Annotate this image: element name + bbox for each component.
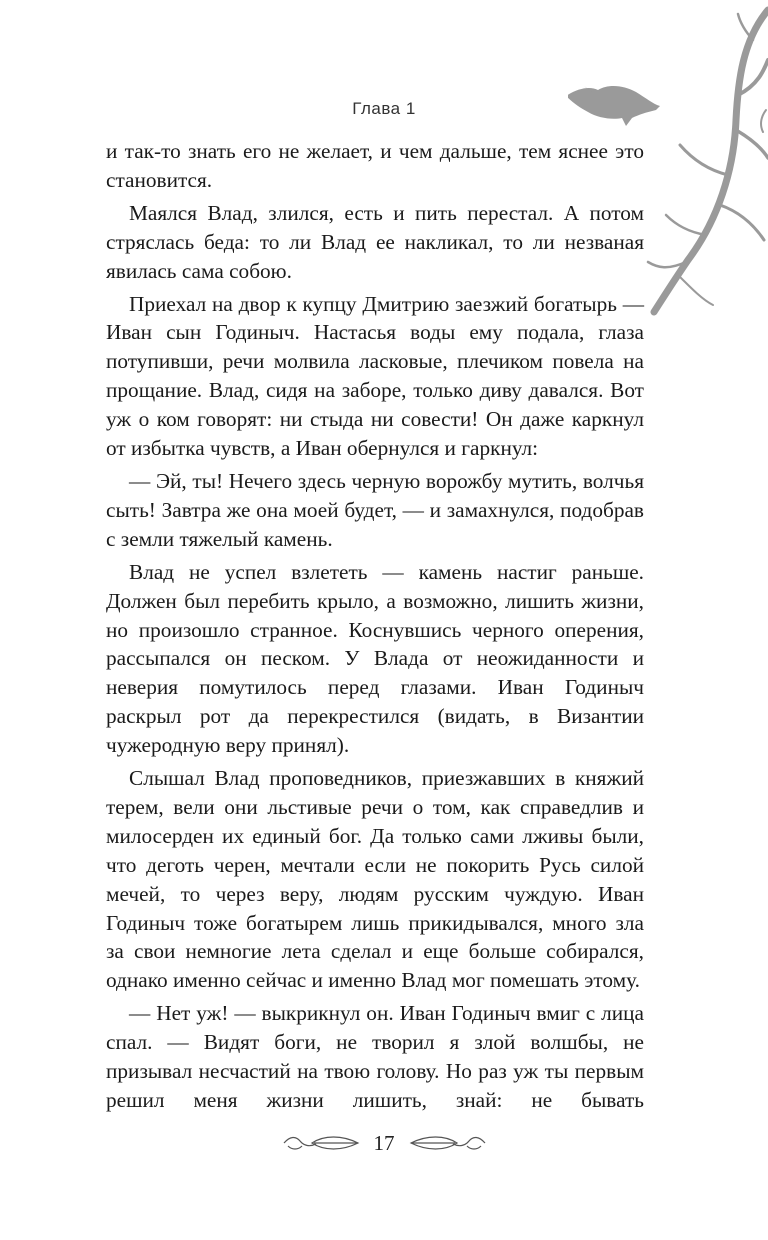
paragraph: и так-то знать его не желает, и чем дальше, тем яснее это становится. — [106, 139, 644, 192]
page-number: 17 — [373, 1130, 395, 1155]
paragraph: — Эй, ты! Нечего здесь черную ворожбу мутить, волчья сыть! Завтра же она моей будет, — и замахнулся, подобрав с земли тяжелый камень. — [106, 468, 644, 551]
feather-ornament-right-icon — [409, 1132, 487, 1154]
page-footer — [0, 1128, 768, 1158]
body-text — [106, 137, 644, 1119]
paragraph: Приехал на двор к купцу Дмитрию заезжий богатырь — Иван сын Годиныч. Настасья воды ему подала, глаза потупивши, речи молвила ласковые, плечиком повела на прощание. Влад, сидя на заборе, только диву давался. Вот уж о ком говорят: ни стыда ни совести! Он даже каркнул от избытка чувств, а Иван обернулся и гаркнул: — [106, 291, 644, 461]
chapter-header: Глава 1 — [352, 99, 416, 118]
paragraph: Влад не успел взлететь — камень настиг раньше. Должен был перебить крыло, а возможно, лишить жизни, но произошло странное. Коснувшись черного оперения, рассыпался он песком. У Влада от неожиданности и неверия помутилось перед глазами. Иван Годиныч раскрыл рот да перекрестился (видать, в Византии чужеродную веру принял). — [106, 559, 644, 758]
paragraph: — Нет уж! — выкрикнул он. Иван Годиныч вмиг с лица спал. — Видят боги, не творил я злой волшбы, не призывал несчастий на твою голову. Но раз уж ты первым решил меня жизни лишить, знай: не бывать — [106, 1001, 644, 1112]
paragraph: Слышал Влад проповедников, приезжавших в княжий терем, вели они льстивые речи о том, как справедлив и милосерден их единый бог. Да только сами лживы были, что деготь черен, мечтали если не покорить Русь силой мечей, то через веру, людям русским чуждую. Иван Годиныч тоже богатырем лишь прикидывался, много зла за свои немногие лета сделал и еще больше собирался, однако именно сейчас и именно Влад мог помешать этому. — [106, 766, 644, 993]
feather-ornament-left-icon — [282, 1132, 360, 1154]
paragraph: Маялся Влад, злился, есть и пить перестал. А потом стряслась беда: то ли Влад ее накликал, то ли незваная явилась сама собою. — [106, 200, 644, 283]
